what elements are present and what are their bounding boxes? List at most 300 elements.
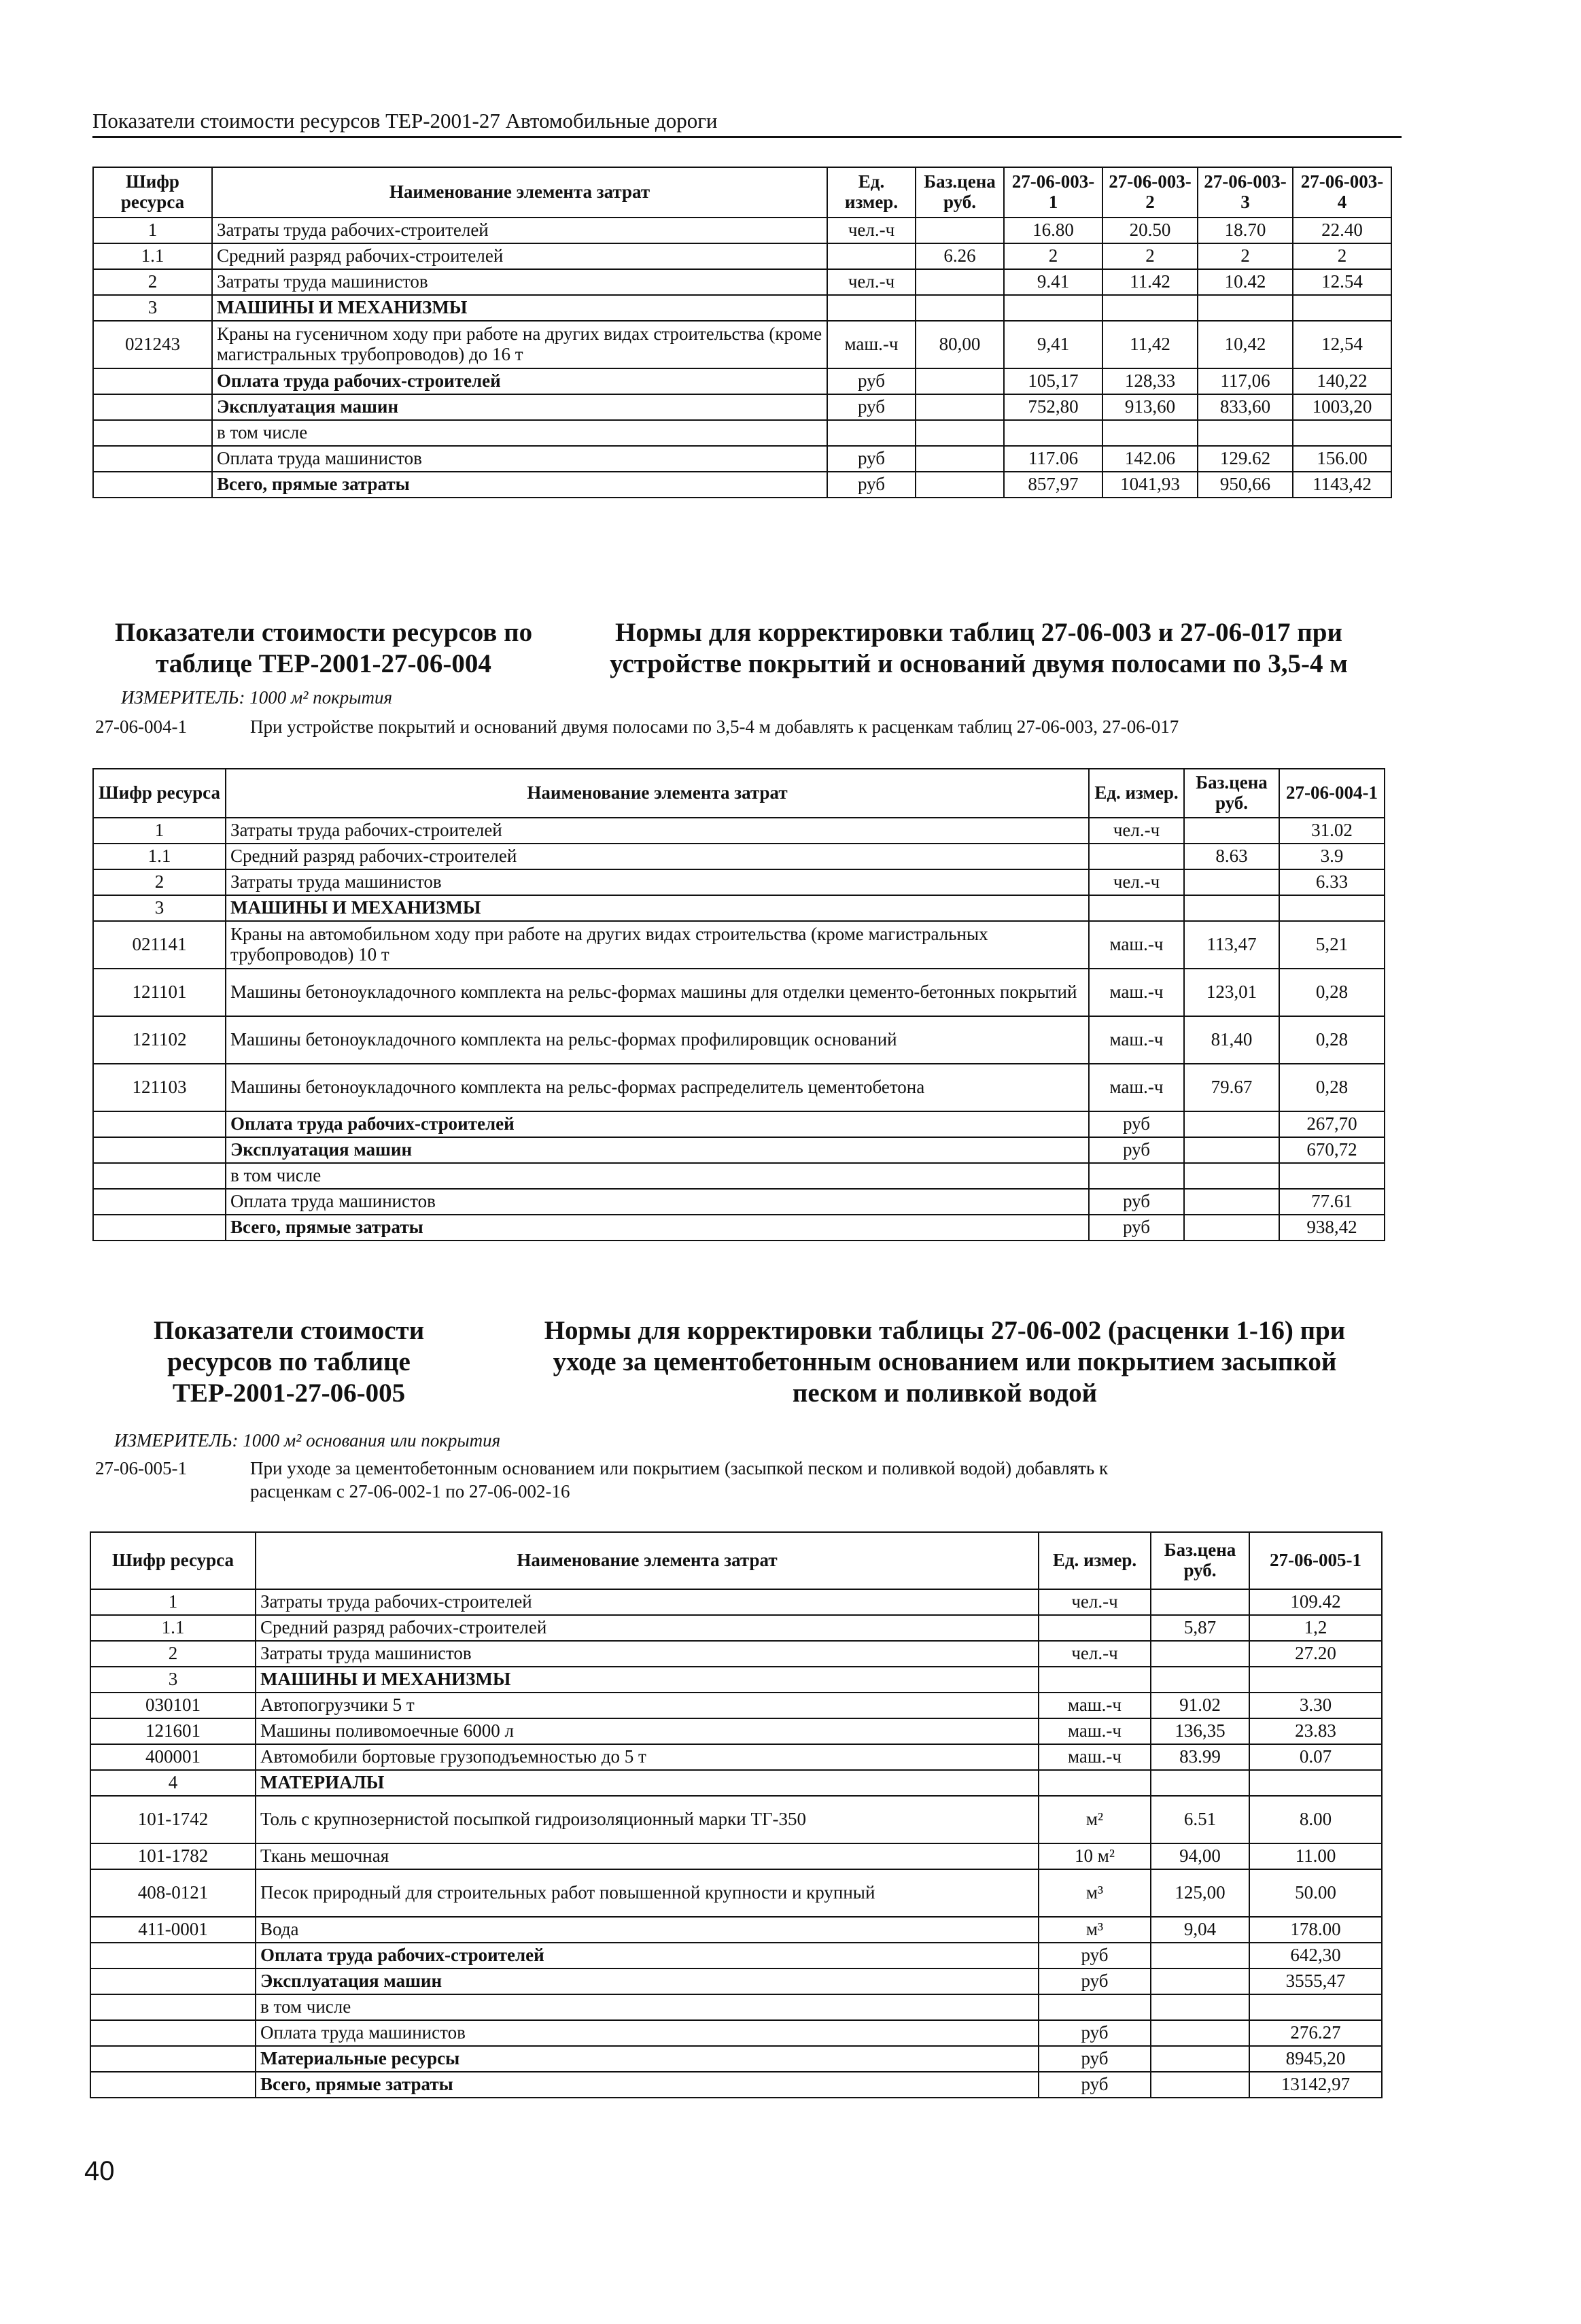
- col-header-code: Шифр ресурса: [93, 167, 212, 218]
- resource-code-cell: 3: [93, 295, 212, 321]
- resource-code-cell: [93, 368, 212, 394]
- cost-element-cell: Автопогрузчики 5 т: [256, 1693, 1039, 1718]
- col-header-price: Баз.цена руб.: [1151, 1532, 1249, 1589]
- value-cell-1: [1249, 1667, 1382, 1693]
- value-cell-1: 8945,20: [1249, 2046, 1382, 2072]
- base-price-cell: 136,35: [1151, 1718, 1249, 1744]
- cost-element-cell: Толь с крупнозернистой посыпкой гидроизоляционный марки ТГ-350: [256, 1796, 1039, 1843]
- base-price-cell: 83.99: [1151, 1744, 1249, 1770]
- unit-cell: маш.-ч: [1089, 1016, 1184, 1064]
- resource-table-27-06-005: [90, 1531, 1383, 2098]
- value-cell-1: 109.42: [1249, 1589, 1382, 1615]
- unit-cell: маш.-ч: [1089, 1064, 1184, 1111]
- table-row: [90, 1969, 1382, 1994]
- base-price-cell: [1184, 1137, 1279, 1163]
- resource-code-cell: 2: [90, 1641, 256, 1667]
- value-cell-1: 0,28: [1279, 1016, 1385, 1064]
- base-price-cell: 6.26: [916, 243, 1004, 269]
- cost-element-cell: Затраты труда машинистов: [212, 269, 827, 295]
- value-cell-2: 142.06: [1102, 446, 1198, 472]
- resource-code-cell: [90, 1943, 256, 1969]
- resource-code-cell: 101-1742: [90, 1796, 256, 1843]
- cost-element-cell: Краны на гусеничном ходу при работе на других видах строительства (кроме магистральных трубопроводов) до 16 т: [212, 321, 827, 368]
- table-row: [93, 921, 1385, 969]
- value-cell-3: 833,60: [1198, 394, 1293, 420]
- value-cell-3: 10,42: [1198, 321, 1293, 368]
- value-cell-3: 950,66: [1198, 472, 1293, 498]
- value-cell-4: 1143,42: [1293, 472, 1391, 498]
- cost-element-cell: Затраты труда машинистов: [226, 869, 1089, 895]
- value-cell-4: 12.54: [1293, 269, 1391, 295]
- resource-code-cell: 4: [90, 1770, 256, 1796]
- value-cell-1: 3.30: [1249, 1693, 1382, 1718]
- section-3-right-title: [503, 1315, 1387, 1409]
- col-header-value-3: 27-06-003-3: [1198, 167, 1293, 218]
- unit-cell: [827, 295, 916, 321]
- unit-cell: руб: [827, 472, 916, 498]
- cost-element-cell: Всего, прямые затраты: [226, 1215, 1089, 1241]
- value-cell-1: 0,28: [1279, 1064, 1385, 1111]
- resource-code-cell: 021141: [93, 921, 226, 969]
- cost-element-cell: Краны на автомобильном ходу при работе на других видах строительства (кроме магистральных трубопроводов) 10 т: [226, 921, 1089, 969]
- unit-cell: [1089, 1163, 1184, 1189]
- section-3-meter: [114, 1430, 500, 1451]
- unit-cell: чел.-ч: [1039, 1641, 1151, 1667]
- resource-code-cell: [93, 1189, 226, 1215]
- base-price-cell: 5,87: [1151, 1615, 1249, 1641]
- unit-cell: маш.-ч: [1089, 969, 1184, 1016]
- resource-code-cell: 1.1: [93, 844, 226, 869]
- value-cell-1: 3555,47: [1249, 1969, 1382, 1994]
- value-cell-1: 23.83: [1249, 1718, 1382, 1744]
- resource-code-cell: [90, 2046, 256, 2072]
- value-cell-1: 3.9: [1279, 844, 1385, 869]
- table-row: [93, 1111, 1385, 1137]
- col-header-name: Наименование элемента затрат: [256, 1532, 1039, 1589]
- section-2-note-text: При устройстве покрытий и оснований двумя полосами по 3,5-4 м добавлять к расценкам таблиц 27-06-003, 27-06-017: [250, 716, 1179, 737]
- unit-cell: руб: [1039, 1943, 1151, 1969]
- resource-code-cell: [93, 1111, 226, 1137]
- base-price-cell: [1184, 818, 1279, 844]
- table-row: [90, 1718, 1382, 1744]
- value-cell-4: 140,22: [1293, 368, 1391, 394]
- value-cell-1: 31.02: [1279, 818, 1385, 844]
- resource-code-cell: 1.1: [90, 1615, 256, 1641]
- section-3-left-title-line-2: ресурсов по таблице: [167, 1347, 411, 1376]
- col-header-code: Шифр ресурса: [90, 1532, 256, 1589]
- resource-code-cell: [93, 446, 212, 472]
- unit-cell: руб: [1039, 1969, 1151, 1994]
- resource-code-cell: 3: [90, 1667, 256, 1693]
- base-price-cell: [1151, 1994, 1249, 2020]
- value-cell-2: 913,60: [1102, 394, 1198, 420]
- value-cell-4: 12,54: [1293, 321, 1391, 368]
- value-cell-3: 2: [1198, 243, 1293, 269]
- table-row: [93, 1163, 1385, 1189]
- section-2-right-title-line-2: устройстве покрытий и оснований двумя полосами по 3,5-4 м: [610, 649, 1348, 678]
- table-row: [90, 1693, 1382, 1718]
- unit-cell: руб: [1089, 1137, 1184, 1163]
- unit-cell: маш.-ч: [1089, 921, 1184, 969]
- table-row: [90, 1615, 1382, 1641]
- section-3-right-title-line-3: песком и поливкой водой: [792, 1378, 1098, 1408]
- resource-code-cell: 121103: [93, 1064, 226, 1111]
- section-3-left-title-line-1: Показатели стоимости: [153, 1316, 425, 1345]
- value-cell-4: 22.40: [1293, 218, 1391, 243]
- section-3-note-text-line-2: расценкам с 27-06-002-1 по 27-06-002-16: [250, 1481, 570, 1502]
- table-row: [93, 218, 1391, 243]
- cost-element-cell: Машины бетоноукладочного комплекта на рельс-формах распределитель цементобетона: [226, 1064, 1089, 1111]
- col-header-code: Шифр ресурса: [93, 769, 226, 818]
- section-2-meter-text: ИЗМЕРИТЕЛЬ: 1000 м² покрытия: [121, 687, 393, 708]
- base-price-cell: 9,04: [1151, 1917, 1249, 1943]
- table-row: [90, 1589, 1382, 1615]
- col-header-unit: Ед. измер.: [1089, 769, 1184, 818]
- section-3-note: [95, 1457, 1393, 1511]
- section-3-meter-text: ИЗМЕРИТЕЛЬ: 1000 м² основания или покрытия: [114, 1430, 501, 1451]
- cost-element-cell: в том числе: [212, 420, 827, 446]
- value-cell-1: 6.33: [1279, 869, 1385, 895]
- resource-code-cell: [93, 1215, 226, 1241]
- base-price-cell: [1184, 1111, 1279, 1137]
- base-price-cell: 113,47: [1184, 921, 1279, 969]
- unit-cell: м³: [1039, 1917, 1151, 1943]
- resource-code-cell: [93, 420, 212, 446]
- value-cell-1: [1004, 295, 1102, 321]
- base-price-cell: [1151, 2072, 1249, 2098]
- cost-element-cell: в том числе: [226, 1163, 1089, 1189]
- value-cell-1: 50.00: [1249, 1869, 1382, 1917]
- base-price-cell: 123,01: [1184, 969, 1279, 1016]
- cost-element-cell: Оплата труда рабочих-строителей: [256, 1943, 1039, 1969]
- value-cell-3: [1198, 295, 1293, 321]
- resource-code-cell: [90, 2020, 256, 2046]
- unit-cell: м²: [1039, 1796, 1151, 1843]
- cost-element-cell: Автомобили бортовые грузоподъемностью до 5 т: [256, 1744, 1039, 1770]
- unit-cell: руб: [1089, 1215, 1184, 1241]
- col-header-value-1: 27-06-005-1: [1249, 1532, 1382, 1589]
- unit-cell: маш.-ч: [1039, 1744, 1151, 1770]
- cost-element-cell: Оплата труда машинистов: [256, 2020, 1039, 2046]
- table-row: [93, 394, 1391, 420]
- cost-element-cell: Затраты труда рабочих-строителей: [212, 218, 827, 243]
- base-price-cell: [916, 218, 1004, 243]
- value-cell-1: 0.07: [1249, 1744, 1382, 1770]
- unit-cell: руб: [827, 368, 916, 394]
- cost-element-cell: Оплата труда рабочих-строителей: [212, 368, 827, 394]
- base-price-cell: [1151, 1589, 1249, 1615]
- base-price-cell: [1151, 1969, 1249, 1994]
- section-2-left-title-line-1: Показатели стоимости ресурсов по: [114, 618, 533, 647]
- table-row: [93, 295, 1391, 321]
- cost-element-cell: Затраты труда рабочих-строителей: [226, 818, 1089, 844]
- col-header-value-1: 27-06-003-1: [1004, 167, 1102, 218]
- base-price-cell: [916, 446, 1004, 472]
- table-row: [93, 368, 1391, 394]
- unit-cell: [827, 420, 916, 446]
- unit-cell: чел.-ч: [1039, 1589, 1151, 1615]
- base-price-cell: [916, 368, 1004, 394]
- resource-code-cell: [93, 1137, 226, 1163]
- unit-cell: руб: [1089, 1111, 1184, 1137]
- cost-element-cell: МАШИНЫ И МЕХАНИЗМЫ: [212, 295, 827, 321]
- value-cell-2: 11.42: [1102, 269, 1198, 295]
- unit-cell: м³: [1039, 1869, 1151, 1917]
- table-row: [93, 1215, 1385, 1241]
- base-price-cell: 6.51: [1151, 1796, 1249, 1843]
- value-cell-2: [1102, 295, 1198, 321]
- base-price-cell: [916, 295, 1004, 321]
- table-row: [93, 420, 1391, 446]
- resource-code-cell: 408-0121: [90, 1869, 256, 1917]
- value-cell-1: 857,97: [1004, 472, 1102, 498]
- section-3-left-title-line-3: ТЕР-2001-27-06-005: [172, 1378, 406, 1408]
- cost-element-cell: Вода: [256, 1917, 1039, 1943]
- value-cell-1: [1279, 895, 1385, 921]
- value-cell-1: 77.61: [1279, 1189, 1385, 1215]
- value-cell-1: 9,41: [1004, 321, 1102, 368]
- col-header-name: Наименование элемента затрат: [226, 769, 1089, 818]
- cost-element-cell: Эксплуатация машин: [226, 1137, 1089, 1163]
- value-cell-2: 20.50: [1102, 218, 1198, 243]
- resource-code-cell: 121601: [90, 1718, 256, 1744]
- value-cell-3: [1198, 420, 1293, 446]
- value-cell-2: 2: [1102, 243, 1198, 269]
- resource-code-cell: 411-0001: [90, 1917, 256, 1943]
- table-row: [93, 269, 1391, 295]
- table-row: [93, 969, 1385, 1016]
- table-row: [93, 472, 1391, 498]
- value-cell-1: 670,72: [1279, 1137, 1385, 1163]
- unit-cell: [1039, 1994, 1151, 2020]
- table-row: [93, 1189, 1385, 1215]
- col-header-unit: Ед. измер.: [827, 167, 916, 218]
- col-header-unit: Ед. измер.: [1039, 1532, 1151, 1589]
- base-price-cell: 125,00: [1151, 1869, 1249, 1917]
- cost-element-cell: Затраты труда машинистов: [256, 1641, 1039, 1667]
- cost-element-cell: Всего, прямые затраты: [256, 2072, 1039, 2098]
- value-cell-1: 8.00: [1249, 1796, 1382, 1843]
- page-header: Показатели стоимости ресурсов ТЕР-2001-27 Автомобильные дороги: [92, 107, 1402, 138]
- resource-code-cell: 3: [93, 895, 226, 921]
- table-row: [90, 1994, 1382, 2020]
- cost-element-cell: Средний разряд рабочих-строителей: [212, 243, 827, 269]
- cost-element-cell: Оплата труда машинистов: [212, 446, 827, 472]
- section-2-meter: [121, 687, 392, 708]
- table-row: [93, 1064, 1385, 1111]
- value-cell-2: 128,33: [1102, 368, 1198, 394]
- base-price-cell: 94,00: [1151, 1843, 1249, 1869]
- col-header-value-4: 27-06-003-4: [1293, 167, 1391, 218]
- table-row: [93, 844, 1385, 869]
- value-cell-3: 129.62: [1198, 446, 1293, 472]
- base-price-cell: [1151, 1943, 1249, 1969]
- cost-element-cell: Эксплуатация машин: [256, 1969, 1039, 1994]
- value-cell-1: 117.06: [1004, 446, 1102, 472]
- section-3-right-title-line-1: Нормы для корректировки таблицы 27-06-002 (расценки 1-16) при: [544, 1316, 1346, 1345]
- unit-cell: руб: [1039, 2046, 1151, 2072]
- base-price-cell: [1151, 2020, 1249, 2046]
- section-3-note-text-line-1: При уходе за цементобетонным основанием или покрытием (засыпкой песком и поливкой водой) добавлять к: [250, 1458, 1109, 1478]
- value-cell-1: 16.80: [1004, 218, 1102, 243]
- value-cell-1: 642,30: [1249, 1943, 1382, 1969]
- col-header-price: Баз.цена руб.: [916, 167, 1004, 218]
- table-row: [93, 243, 1391, 269]
- value-cell-4: 1003,20: [1293, 394, 1391, 420]
- unit-cell: 10 м²: [1039, 1843, 1151, 1869]
- unit-cell: чел.-ч: [827, 218, 916, 243]
- unit-cell: маш.-ч: [827, 321, 916, 368]
- cost-element-cell: Средний разряд рабочих-строителей: [226, 844, 1089, 869]
- table-row: [90, 1796, 1382, 1843]
- unit-cell: чел.-ч: [1089, 818, 1184, 844]
- table-row: [90, 1843, 1382, 1869]
- value-cell-1: 938,42: [1279, 1215, 1385, 1241]
- section-3-note-code: 27-06-005-1: [95, 1458, 187, 1478]
- section-3-right-title-line-2: уходе за цементобетонным основанием или покрытием засыпкой: [553, 1347, 1337, 1376]
- value-cell-2: 11,42: [1102, 321, 1198, 368]
- cost-element-cell: в том числе: [256, 1994, 1039, 2020]
- table-row: [93, 321, 1391, 368]
- table-row: [93, 1137, 1385, 1163]
- table-row: [90, 1641, 1382, 1667]
- cost-element-cell: Всего, прямые затраты: [212, 472, 827, 498]
- value-cell-1: 2: [1004, 243, 1102, 269]
- base-price-cell: [1151, 1667, 1249, 1693]
- value-cell-1: 0,28: [1279, 969, 1385, 1016]
- resource-code-cell: [90, 1994, 256, 2020]
- base-price-cell: [916, 420, 1004, 446]
- table-row: [90, 1943, 1382, 1969]
- cost-element-cell: Оплата труда машинистов: [226, 1189, 1089, 1215]
- col-header-value-2: 27-06-003-2: [1102, 167, 1198, 218]
- resource-code-cell: 101-1782: [90, 1843, 256, 1869]
- resource-code-cell: 1: [93, 818, 226, 844]
- page-number: 40: [84, 2156, 115, 2186]
- value-cell-2: [1102, 420, 1198, 446]
- unit-cell: руб: [827, 446, 916, 472]
- table-row: [93, 869, 1385, 895]
- base-price-cell: [1184, 895, 1279, 921]
- value-cell-3: 117,06: [1198, 368, 1293, 394]
- resource-table-27-06-003: [92, 167, 1392, 498]
- unit-cell: [1039, 1667, 1151, 1693]
- base-price-cell: [1184, 1215, 1279, 1241]
- table-row: [93, 818, 1385, 844]
- section-2-left-title-line-2: таблице ТЕР-2001-27-06-004: [156, 649, 491, 678]
- cost-element-cell: Песок природный для строительных работ повышенной крупности и крупный: [256, 1869, 1039, 1917]
- resource-code-cell: [93, 394, 212, 420]
- unit-cell: руб: [1089, 1189, 1184, 1215]
- resource-code-cell: 021243: [93, 321, 212, 368]
- table-row: [90, 1869, 1382, 1917]
- cost-element-cell: Машины бетоноукладочного комплекта на рельс-формах профилировщик оснований: [226, 1016, 1089, 1064]
- value-cell-2: 1041,93: [1102, 472, 1198, 498]
- resource-code-cell: [90, 2072, 256, 2098]
- base-price-cell: 81,40: [1184, 1016, 1279, 1064]
- section-2-right-title-line-1: Нормы для корректировки таблиц 27-06-003 и 27-06-017 при: [615, 618, 1342, 647]
- unit-cell: руб: [1039, 2020, 1151, 2046]
- base-price-cell: [916, 269, 1004, 295]
- resource-code-cell: 400001: [90, 1744, 256, 1770]
- cost-element-cell: МАТЕРИАЛЫ: [256, 1770, 1039, 1796]
- cost-element-cell: Машины бетоноукладочного комплекта на рельс-формах машины для отделки цементо-бетонных покрытий: [226, 969, 1089, 1016]
- base-price-cell: 79.67: [1184, 1064, 1279, 1111]
- unit-cell: [1089, 895, 1184, 921]
- resource-code-cell: [93, 472, 212, 498]
- unit-cell: [1089, 844, 1184, 869]
- col-header-value-1: 27-06-004-1: [1279, 769, 1385, 818]
- resource-table-27-06-004: [92, 768, 1385, 1241]
- value-cell-1: 13142,97: [1249, 2072, 1382, 2098]
- value-cell-4: [1293, 295, 1391, 321]
- unit-cell: чел.-ч: [1089, 869, 1184, 895]
- resource-code-cell: 2: [93, 869, 226, 895]
- cost-element-cell: Эксплуатация машин: [212, 394, 827, 420]
- value-cell-1: 5,21: [1279, 921, 1385, 969]
- value-cell-1: 752,80: [1004, 394, 1102, 420]
- unit-cell: руб: [1039, 2072, 1151, 2098]
- value-cell-4: 2: [1293, 243, 1391, 269]
- base-price-cell: [1151, 1641, 1249, 1667]
- cost-element-cell: Материальные ресурсы: [256, 2046, 1039, 2072]
- value-cell-1: 27.20: [1249, 1641, 1382, 1667]
- section-2-note: [95, 715, 1393, 742]
- table-row: [93, 446, 1391, 472]
- unit-cell: [1039, 1770, 1151, 1796]
- base-price-cell: 8.63: [1184, 844, 1279, 869]
- table-row: [93, 1016, 1385, 1064]
- table-row: [90, 2072, 1382, 2098]
- value-cell-3: 18.70: [1198, 218, 1293, 243]
- table-row: [90, 2020, 1382, 2046]
- base-price-cell: [1184, 1189, 1279, 1215]
- cost-element-cell: Средний разряд рабочих-строителей: [256, 1615, 1039, 1641]
- unit-cell: руб: [827, 394, 916, 420]
- table-row: [93, 895, 1385, 921]
- cost-element-cell: Ткань мешочная: [256, 1843, 1039, 1869]
- value-cell-1: 1,2: [1249, 1615, 1382, 1641]
- col-header-price: Баз.цена руб.: [1184, 769, 1279, 818]
- value-cell-1: 178.00: [1249, 1917, 1382, 1943]
- cost-element-cell: Оплата труда рабочих-строителей: [226, 1111, 1089, 1137]
- table-row: [90, 1744, 1382, 1770]
- value-cell-1: [1279, 1163, 1385, 1189]
- table-row: [90, 1667, 1382, 1693]
- value-cell-1: 105,17: [1004, 368, 1102, 394]
- table-row: [90, 1770, 1382, 1796]
- resource-code-cell: 1.1: [93, 243, 212, 269]
- table-row: [90, 2046, 1382, 2072]
- base-price-cell: [1184, 869, 1279, 895]
- section-2-left-title: [92, 617, 555, 680]
- base-price-cell: [916, 394, 1004, 420]
- cost-element-cell: МАШИНЫ И МЕХАНИЗМЫ: [226, 895, 1089, 921]
- value-cell-1: 267,70: [1279, 1111, 1385, 1137]
- value-cell-1: [1004, 420, 1102, 446]
- base-price-cell: 80,00: [916, 321, 1004, 368]
- value-cell-1: [1249, 1994, 1382, 2020]
- section-2-note-code: 27-06-004-1: [95, 716, 187, 737]
- base-price-cell: [1151, 1770, 1249, 1796]
- value-cell-1: 9.41: [1004, 269, 1102, 295]
- section-2-right-title: [571, 617, 1387, 680]
- cost-element-cell: Затраты труда рабочих-строителей: [256, 1589, 1039, 1615]
- cost-element-cell: Машины поливомоечные 6000 л: [256, 1718, 1039, 1744]
- value-cell-4: 156.00: [1293, 446, 1391, 472]
- base-price-cell: [1184, 1163, 1279, 1189]
- value-cell-1: 276.27: [1249, 2020, 1382, 2046]
